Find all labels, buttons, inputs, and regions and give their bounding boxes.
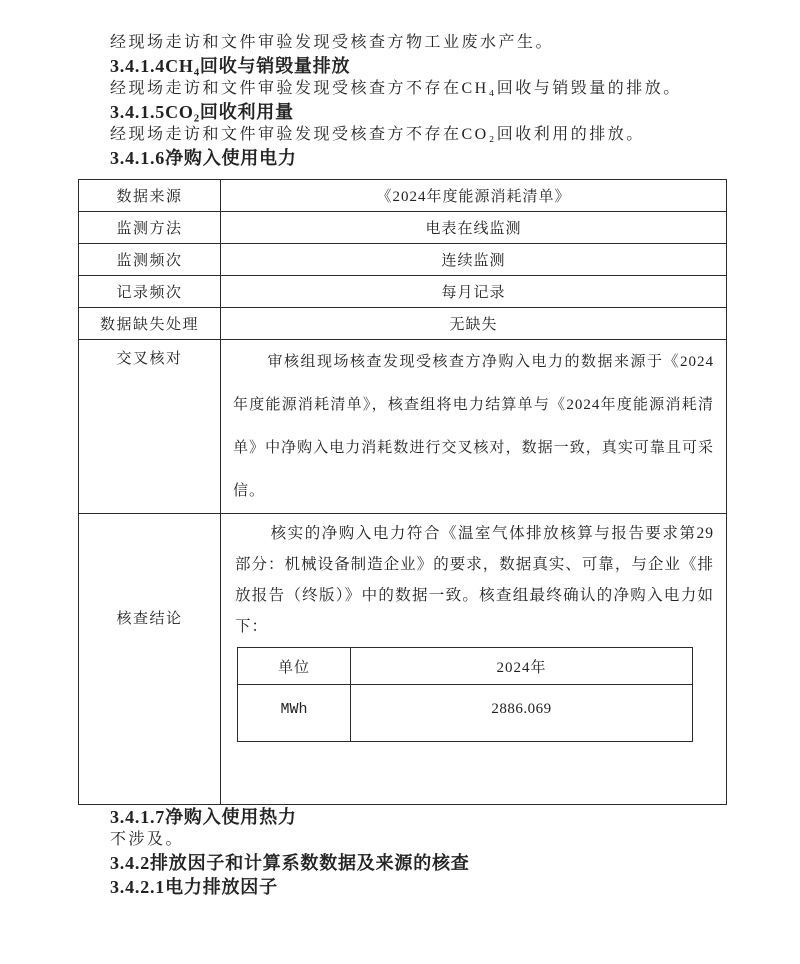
cross-check-paragraph: 审核组现场核查发现受核查方净购入电力的数据来源于《2024年度能源消耗清单》，核查组将电力结算单与《2024年度能源消耗清单》中净购入电力消耗数进行交叉核对，数据一致，真实可靠且可采信。 — [221, 340, 727, 514]
paragraph-not-applicable: 不涉及。 — [110, 831, 185, 848]
table-row-conclusion — [79, 514, 727, 805]
inner-unit-mwh: MWh — [238, 685, 351, 742]
row-label-missing-data: 数据缺失处理 — [79, 308, 221, 340]
table-row — [79, 212, 727, 244]
heading-3-4-1-7-purchased-heat: 3.4.1.7净购入使用热力 — [110, 807, 297, 827]
inner-table-data-row — [238, 685, 693, 742]
heading-3-4-2-1-power-emission-factor: 3.4.2.1电力排放因子 — [110, 877, 278, 897]
row-label-data-source: 数据来源 — [79, 180, 221, 212]
inner-header-unit: 单位 — [238, 648, 351, 685]
inner-amount-value: 2886.069 — [351, 685, 693, 742]
electricity-amount-table — [237, 647, 693, 742]
table-row — [79, 244, 727, 276]
inner-table-header-row — [238, 648, 693, 685]
row-label-monitor-frequency: 监测频次 — [79, 244, 221, 276]
electricity-data-table — [78, 179, 727, 805]
conclusion-paragraph: 核实的净购入电力符合《温室气体排放核算与报告要求第29 部分：机械设备制造企业》的要求，数据真实、可靠，与企业《排放报告（终版）》中的数据一致。核查组最终确认的净购入电力如下： — [235, 525, 714, 635]
paragraph-ch4-finding: 经现场走访和文件审验发现受核查方不存在CH₄回收与销毁量的排放。 — [110, 80, 682, 97]
row-value-missing-data: 无缺失 — [221, 308, 727, 340]
heading-3-4-1-6-purchased-electricity: 3.4.1.6净购入使用电力 — [110, 148, 297, 168]
row-label-cross-check: 交叉核对 — [79, 340, 221, 514]
heading-3-4-1-5-co2-reuse: 3.4.1.5CO₂回收利用量 — [110, 102, 294, 122]
table-row — [79, 308, 727, 340]
row-value-data-source: 《2024年度能源消耗清单》 — [221, 180, 727, 212]
row-value-monitor-method: 电表在线监测 — [221, 212, 727, 244]
heading-3-4-2-emission-factors: 3.4.2排放因子和计算系数数据及来源的核查 — [110, 853, 470, 873]
conclusion-cell — [221, 514, 727, 805]
table-row — [79, 276, 727, 308]
heading-3-4-1-4-ch4-recovery: 3.4.1.4CH₄回收与销毁量排放 — [110, 56, 351, 76]
row-label-record-frequency: 记录频次 — [79, 276, 221, 308]
row-value-monitor-frequency: 连续监测 — [221, 244, 727, 276]
row-label-conclusion: 核查结论 — [79, 514, 221, 805]
row-value-record-frequency: 每月记录 — [221, 276, 727, 308]
table-row — [79, 180, 727, 212]
row-label-monitor-method: 监测方法 — [79, 212, 221, 244]
inner-header-year: 2024年 — [351, 648, 693, 685]
intro-paragraph: 经现场走访和文件审验发现受核查方物工业废水产生。 — [110, 34, 555, 51]
table-row-cross-check — [79, 340, 727, 514]
paragraph-co2-finding: 经现场走访和文件审验发现受核查方不存在CO₂回收利用的排放。 — [110, 126, 645, 143]
